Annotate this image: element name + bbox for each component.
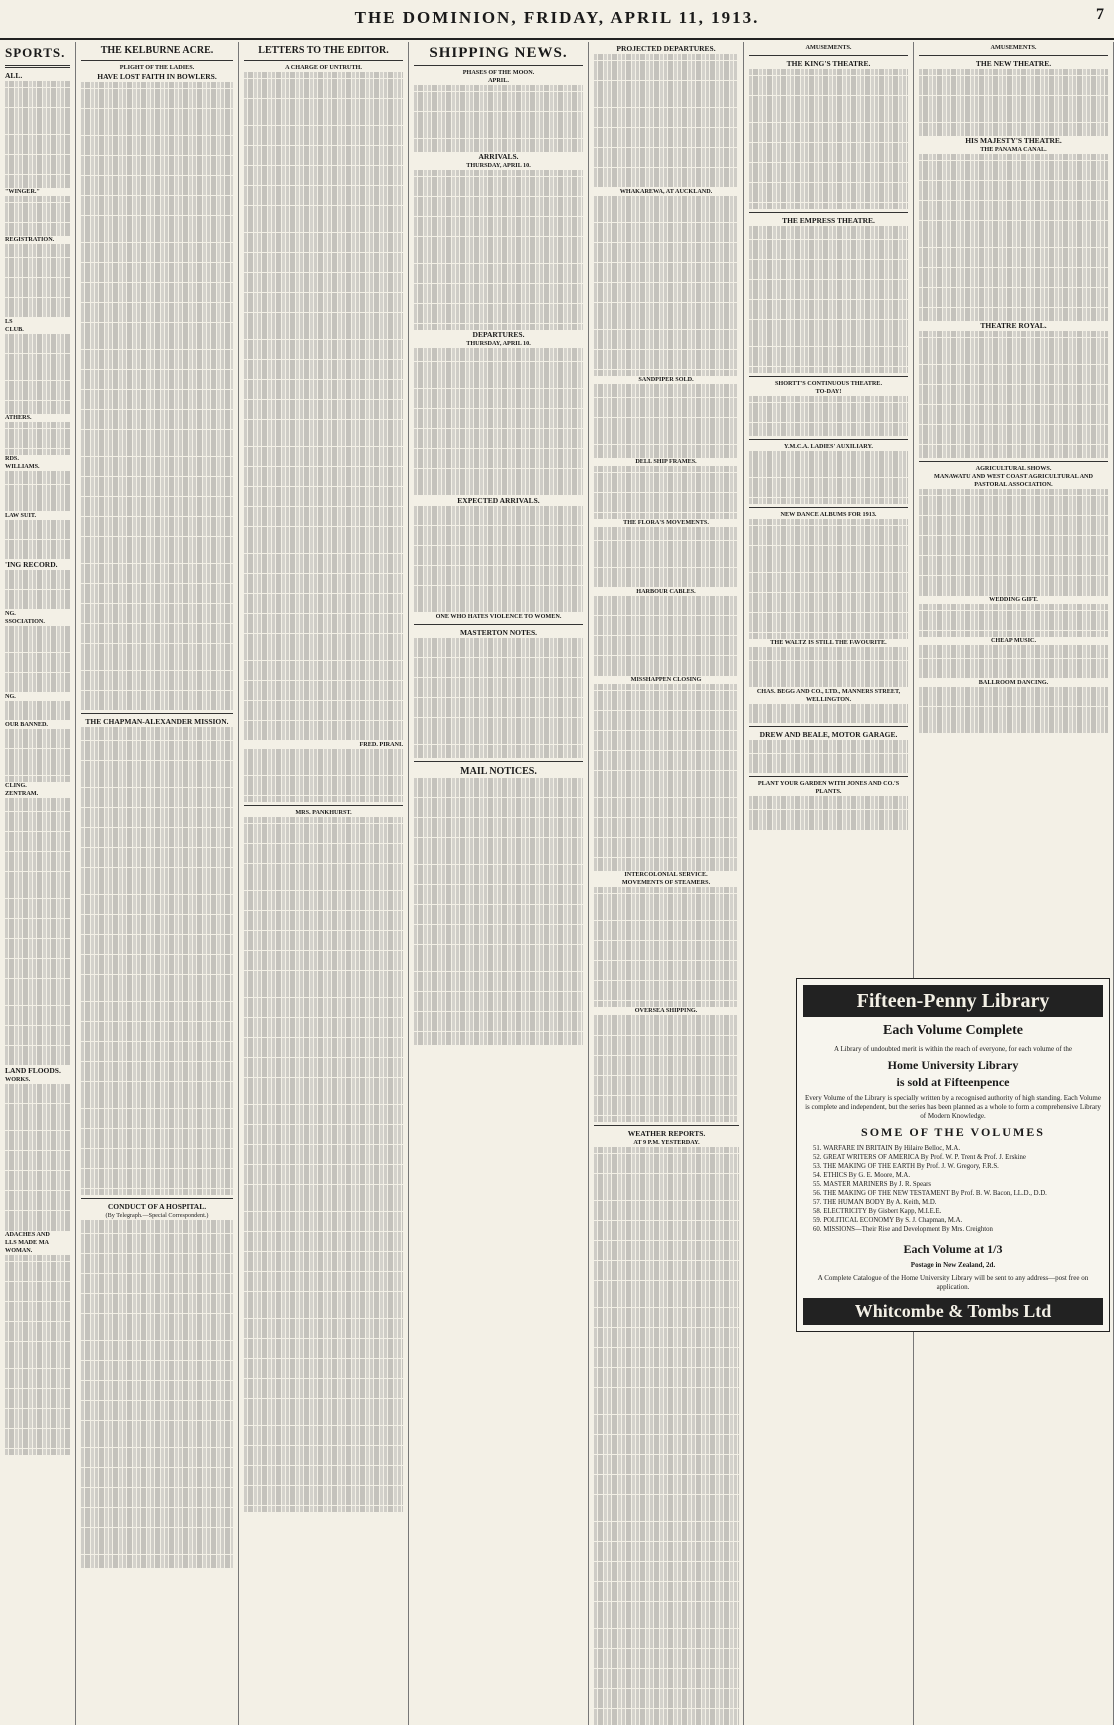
weather-text (594, 1147, 739, 1725)
letter-signature: FRED. PIRANI. (359, 740, 403, 748)
ship-subhead: DELL SHIP FRAMES. (635, 457, 697, 465)
divider (749, 212, 908, 213)
ad-text (749, 740, 908, 773)
ad-text (749, 519, 908, 639)
divider (749, 507, 908, 508)
kings-theatre-heading: THE KING'S THEATRE. (786, 59, 871, 68)
library-postage: Postage in New Zealand, 2d. (910, 1261, 996, 1269)
library-catalogue: A Complete Catalogue of the Home University Library will be sent to any address—post free on application. (817, 1274, 1089, 1291)
new-theatre-heading: THE NEW THEATRE. (975, 59, 1052, 68)
overseas-heading: OVERSEA SHIPPING. (634, 1007, 698, 1015)
ad-text (749, 226, 908, 373)
volume-item: 59. POLITICAL ECONOMY By S. J. Chapman, M.A. (813, 1217, 963, 1224)
article-text (5, 196, 70, 236)
ad-text (749, 396, 908, 436)
sports-subhead: LAW SUIT. (5, 511, 37, 519)
royal-heading: THEATRE ROYAL. (980, 321, 1047, 331)
kelburne-heading: THE KELBURNE ACRE. (100, 45, 214, 56)
divider (414, 761, 583, 762)
divider (594, 1125, 739, 1126)
divider (81, 60, 233, 61)
library-advertisement (796, 972, 1110, 1622)
shortts-heading: SHORTT'S CONTINUOUS THEATRE. (774, 379, 882, 387)
volume-item: 54. ETHICS By G. E. Moore, M.A. (813, 1172, 911, 1179)
mail-heading: MAIL NOTICES. (460, 765, 537, 777)
sports-subhead: "WINGER." (5, 188, 40, 195)
library-intro: A Library of undoubted merit is within the reach of everyone, for each volume of the (834, 1045, 1072, 1053)
agri-heading: AGRICULTURAL SHOWS. (975, 464, 1052, 472)
article-text (5, 81, 70, 188)
departures-date: THURSDAY, APRIL 10. (466, 340, 531, 348)
ship-subhead: WHAKAREWA, AT AUCKLAND. (619, 187, 713, 195)
movements-heading: MOVEMENTS OF STEAMERS. (621, 879, 711, 887)
divider (81, 713, 233, 714)
article-text (5, 471, 70, 511)
ad-text (749, 451, 908, 504)
ad-text (919, 604, 1108, 637)
cheap-music-heading: CHEAP MUSIC. (990, 637, 1037, 645)
expected-list (414, 506, 583, 613)
article-text (5, 422, 70, 455)
article-text (414, 638, 583, 758)
volume-item: 60. MISSIONS—Their Rise and Development By Mrs. Creighton (813, 1226, 993, 1233)
article-text (414, 778, 583, 1045)
women-heading: ONE WHO HATES VIOLENCE TO WOMEN. (435, 612, 562, 620)
article-text (594, 887, 738, 1007)
volumes-list (803, 1144, 1103, 1234)
page-number: 7 (1096, 6, 1104, 23)
ship-subhead: MISSHAPPEN CLOSING (630, 675, 702, 683)
expected-heading: EXPECTED ARRIVALS. (457, 495, 540, 505)
ad-text (749, 796, 908, 829)
article-text (81, 1220, 233, 1567)
sports-subhead: ADACHES AND (5, 1230, 50, 1238)
divider (244, 60, 403, 61)
newspaper-title: THE DOMINION, FRIDAY, APRIL 11, 1913. (354, 8, 760, 27)
arrivals-heading: ARRIVALS. (478, 151, 519, 161)
article-text (5, 626, 70, 693)
moon-heading: PHASES OF THE MOON. (462, 69, 535, 76)
ad-text (749, 704, 908, 724)
mission-heading: THE CHAPMAN-ALEXANDER MISSION. (85, 717, 229, 727)
divider (749, 376, 908, 377)
today-label: TO-DAY! (815, 387, 842, 395)
ad-text (919, 687, 1108, 734)
article-text (81, 727, 233, 1195)
ad-text (919, 69, 1108, 136)
article-text (244, 72, 403, 740)
article-text (594, 466, 738, 519)
article-text (5, 701, 70, 721)
amusements-heading: AMUSEMENTS. (805, 44, 852, 51)
column-kelburne (76, 42, 239, 1725)
volume-item: 55. MASTER MARINERS By J. R. Spears (813, 1181, 932, 1188)
ship-subhead: THE FLORA'S MOVEMENTS. (623, 519, 709, 527)
begg-heading: CHAS. BEGG AND CO., LTD., MANNERS STREET, WELLINGTON. (756, 687, 901, 703)
divider (244, 805, 403, 806)
publisher-logo: Whitcombe & Tombs Ltd (803, 1298, 1103, 1325)
article-text (5, 570, 70, 610)
sports-subhead: CLING. (5, 782, 27, 790)
sports-subhead: CLUB. (5, 325, 24, 333)
moon-month: APRIL. (488, 77, 509, 84)
volumes-heading: SOME OF THE VOLUMES (861, 1125, 1045, 1139)
kelburne-subhead: HAVE LOST FAITH IN BOWLERS. (97, 72, 217, 81)
article-text (5, 244, 70, 317)
library-sold: is sold at Fifteenpence (896, 1075, 1010, 1089)
amusements-heading: AMUSEMENTS. (990, 44, 1037, 51)
divider (5, 65, 70, 68)
weather-subhead: AT 9 P.M. YESTERDAY. (633, 1139, 700, 1146)
sports-subhead: NG. (5, 609, 16, 617)
tide-table (414, 85, 583, 152)
ad-text (919, 331, 1108, 458)
letters-subhead: MRS. PANKHURST. (295, 808, 352, 816)
majesty-heading: HIS MAJESTY'S THEATRE. (965, 135, 1062, 145)
ad-text (919, 645, 1108, 678)
column-sports (0, 42, 76, 1725)
weather-heading: WEATHER REPORTS. (627, 1129, 706, 1138)
article-text (244, 817, 403, 1512)
departures-list (414, 348, 583, 495)
divider (81, 1198, 233, 1199)
sports-subhead: LLS MADE MA (5, 1238, 50, 1246)
sports-subhead: WILLIAMS. (5, 463, 40, 471)
departures-heading: DEPARTURES. (472, 330, 525, 340)
sports-heading: SPORTS. (5, 45, 66, 60)
projected-heading: PROJECTED DEPARTURES. (616, 44, 716, 53)
sports-subhead: ALL. (5, 71, 23, 80)
library-ad-box (796, 978, 1110, 1332)
sports-subhead: 'ING RECORD. (5, 559, 58, 569)
library-price: Each Volume at 1/3 (903, 1242, 1003, 1256)
article-text (5, 334, 70, 414)
volume-item: 53. THE MAKING OF THE EARTH By Prof. J. W. Gregory, F.R.S. (813, 1163, 999, 1170)
ad-text (919, 489, 1108, 596)
divider (919, 461, 1108, 462)
article-text (594, 527, 738, 587)
article-text (594, 54, 738, 187)
plant-heading: PLANT YOUR GARDEN WITH JONES AND CO.'S PLANTS. (757, 780, 900, 796)
article-text (5, 1084, 70, 1231)
ymca-heading: Y.M.C.A. LADIES' AUXILIARY. (784, 442, 873, 450)
sports-subhead: WORKS. (5, 1075, 31, 1083)
article-text (594, 196, 738, 376)
library-title: Fifteen-Penny Library (803, 985, 1103, 1017)
hospital-heading: CONDUCT OF A HOSPITAL. (107, 1202, 207, 1212)
volume-item: 51. WARFARE IN BRITAIN By Hilaire Belloc, M.A. (813, 1145, 961, 1152)
divider (749, 439, 908, 440)
ad-text (919, 154, 1108, 321)
divider (919, 55, 1108, 56)
wedding-heading: WEDDING GIFT. (989, 595, 1038, 603)
arrivals-list (414, 170, 583, 330)
sports-subhead: ZENTRAM. (5, 790, 39, 798)
ship-subhead: SANDPIPER SOLD. (638, 376, 694, 384)
article-text (5, 520, 70, 560)
library-body: Every Volume of the Library is specially written by a recognised authority of high standing. Each Volume is complete and independent, but the series has been planned as a whole to form a comprehensive Library of Modern Knowledge. (805, 1094, 1101, 1120)
article-text (5, 729, 70, 782)
volume-item: 52. GREAT WRITERS OF AMERICA By Prof. W. P. Trent & Prof. J. Erskine (813, 1154, 1026, 1161)
sports-subhead: RDS. (5, 455, 19, 463)
empress-heading: THE EMPRESS THEATRE. (782, 216, 875, 226)
article-text (244, 749, 403, 802)
masthead (0, 0, 1114, 40)
newspaper-page (0, 42, 1114, 1725)
article-text (594, 684, 738, 871)
weather-reports (594, 1122, 739, 1725)
sports-subhead: LAND FLOODS. (5, 1065, 61, 1075)
sports-subhead: WOMAN. (5, 1246, 33, 1254)
waltz-heading: THE WALTZ IS STILL THE FAVOURITE. (770, 639, 887, 647)
divider (414, 65, 583, 66)
hospital-dateline: (By Telegraph.—Special Correspondent.) (105, 1212, 209, 1220)
ad-text (749, 647, 908, 687)
sports-subhead: REGISTRATION. (5, 236, 55, 244)
library-name: Home University Library (887, 1058, 1019, 1072)
column-letters (239, 42, 409, 1725)
drew-heading: DREW AND BEALE, MOTOR GARAGE. (759, 730, 898, 740)
shipping-heading: SHIPPING NEWS. (429, 45, 568, 61)
intercolonial-heading: INTERCOLONIAL SERVICE. (624, 871, 708, 879)
divider (749, 726, 908, 727)
column-shipping (409, 42, 589, 1725)
manawatu-heading: MANAWATU AND WEST COAST AGRICULTURAL AND PASTORAL ASSOCIATION. (933, 472, 1093, 488)
sports-subhead: ATHERS. (5, 413, 32, 421)
sports-subhead: LS (5, 317, 13, 325)
sports-subhead: NG. (5, 692, 16, 700)
article-text (5, 798, 70, 1065)
album-heading: NEW DANCE ALBUMS FOR 1913. (780, 511, 877, 518)
ad-text (749, 69, 908, 209)
volume-item: 58. ELECTRICITY By Gisbert Kapp, M.I.E.E. (813, 1208, 942, 1215)
volume-item: 56. THE MAKING OF THE NEW TESTAMENT By Prof. B. W. Bacon, LL.D., D.D. (813, 1190, 1047, 1197)
letters-heading: LETTERS TO THE EDITOR. (258, 45, 389, 56)
sports-subhead: SSOCIATION. (5, 617, 45, 625)
letters-subhead: A CHARGE OF UNTRUTH. (285, 64, 362, 71)
article-text (594, 384, 738, 457)
divider (749, 55, 908, 56)
volume-item: 57. THE HUMAN BODY By A. Keith, M.D. (813, 1199, 937, 1206)
panama-heading: THE PANAMA CANAL. (980, 145, 1047, 153)
library-subtitle: Each Volume Complete (883, 1023, 1023, 1038)
article-text (5, 1255, 70, 1455)
sports-subhead: OUR BANNED. (5, 720, 48, 728)
article-text (81, 82, 233, 710)
divider (749, 776, 908, 777)
ballroom-heading: BALLROOM DANCING. (978, 678, 1049, 686)
ship-subhead: HARBOUR CABLES. (636, 587, 696, 595)
divider (414, 624, 583, 625)
article-text (594, 596, 738, 676)
arrivals-date: THURSDAY, APRIL 10. (466, 161, 531, 169)
masterton-heading: MASTERTON NOTES. (459, 627, 538, 637)
kelburne-subhead: PLIGHT OF THE LADIES. (119, 64, 195, 71)
